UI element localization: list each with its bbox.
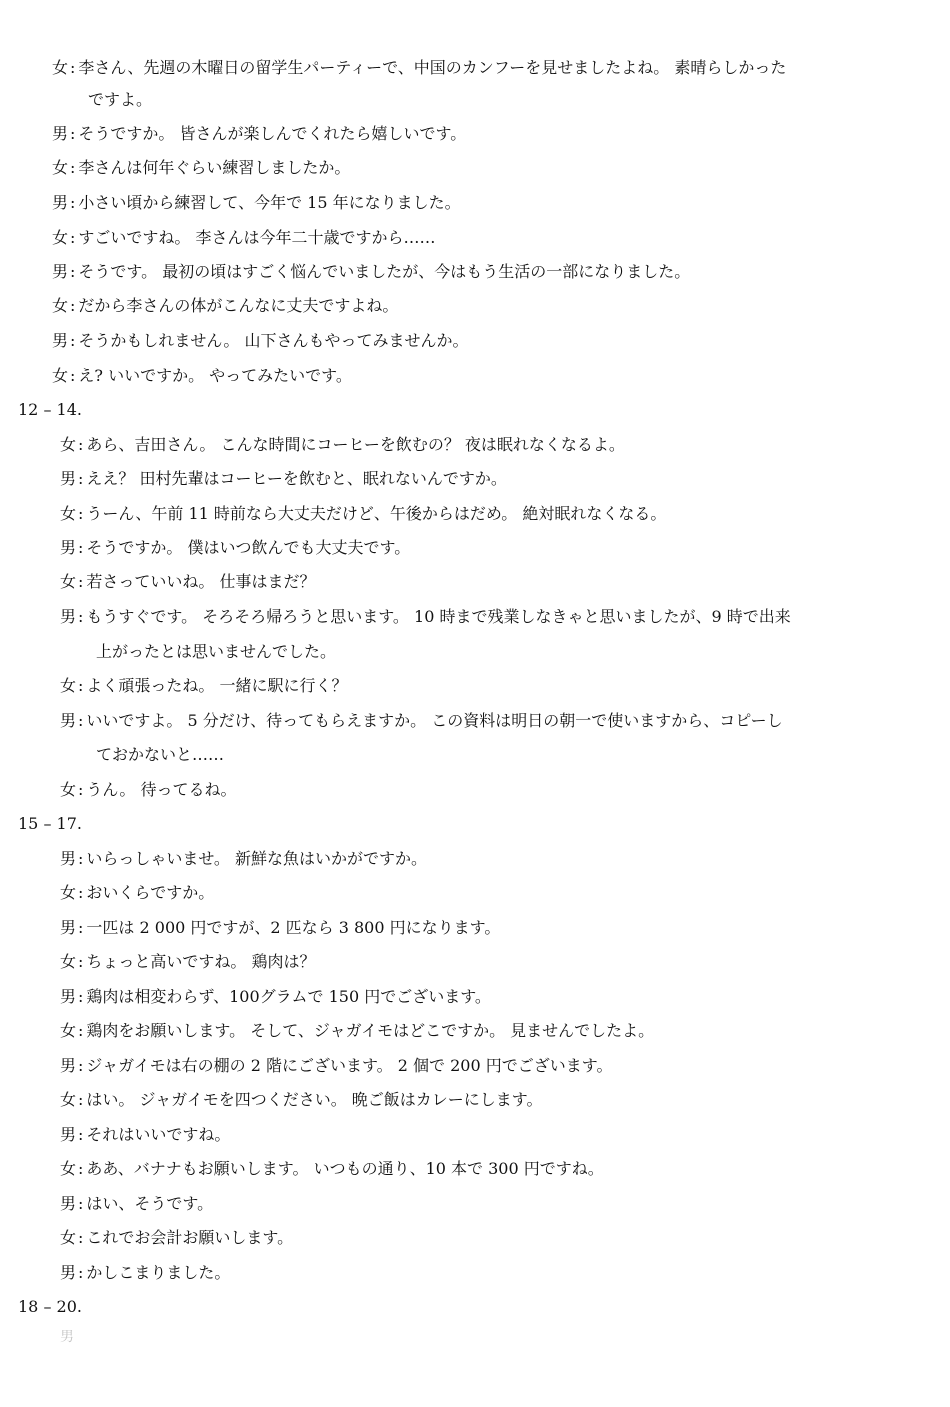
dialogue-continuation [88,90,152,110]
speaker-label: 女 [60,952,77,971]
dialogue-line: 男 : そうかもしれません。 山下さんもやってみませんか。 [52,331,469,350]
dialogue-line: 女 : だから李さんの体がこんなに丈夫ですよね。 [52,296,399,315]
dialogue-line: 男 : いいですよ。 5 分だけ、待ってもらえますか。 この資料は明日の朝一で使いますから、コピーし [60,711,783,730]
dialogue-text: 鶏肉をお願いします。 そして、ジャガイモはどこですか。 見ませんでしたよ。 [86,1021,655,1040]
speaker-label: 女 [52,296,69,315]
speaker-label: 男 [52,193,69,212]
dialogue-text: ですよ。 [88,90,153,109]
speaker-label: 男 [60,469,77,488]
dialogue-text: 小さい頃から練習して、今年で 15 年になりました。 [78,193,461,212]
dialogue-text: そうですか。 僕はいつ飲んでも大丈夫です。 [86,538,411,557]
cut-off-line [60,1330,930,1344]
dialogue-line: 女 : よく頑張ったね。 一緒に駅に行く？ [60,676,348,695]
speaker-label: 女 [60,1021,77,1040]
dialogue-line: 男 : 小さい頃から練習して、今年で 15 年になりました。 [52,193,461,212]
dialogue-text: ちょっと高いですね。 鶏肉は？ [86,952,316,971]
section-heading: 18 – 20. [18,1297,82,1316]
dialogue-continuation [96,642,336,662]
dialogue-line: 女 : 李さん、先週の木曜日の留学生パーティーで、中国のカンフーを見せましたよね。 素晴らしかった [52,58,787,77]
dialogue-line: 女 : 李さんは何年ぐらい練習しましたか。 [52,158,351,177]
dialogue-line: 女 : あら、吉田さん。 こんな時間にコーヒーを飲むの？ 夜は眠れなくなるよ。 [60,435,625,454]
speaker-label: 男 [60,1125,77,1144]
dialogue-text: かしこまりました。 [86,1263,231,1282]
dialogue-text: ておかないと…… [96,745,225,764]
speaker-label: 女 [60,435,77,454]
dialogue-text: それはいいですね。 [86,1125,231,1144]
speaker-label: 男 [60,1330,92,1344]
dialogue-line: 女 : これでお会計お願いします。 [60,1228,294,1247]
dialogue-line: 女 : はい。 ジャガイモを四つください。 晩ご飯はカレーにします。 [60,1090,543,1109]
dialogue-text: そうです。 最初の頃はすごく悩んでいましたが、今はもう生活の一部になりました。 [78,262,691,281]
dialogue-line: 女 : うん。 待ってるね。 [60,780,237,799]
dialogue-text: 鶏肉は相変わらず、100グラムで 150 円でございます。 [86,987,491,1006]
dialogue-text: だから李さんの体がこんなに丈夫ですよね。 [78,296,399,315]
dialogue-line: 男 : それはいいですね。 [60,1125,231,1144]
dialogue-text: もうすぐです。 そろそろ帰ろうと思います。 10 時まで残業しなきゃと思いましたが、9 時で出来 [86,607,791,626]
dialogue-line: 女 : え? いいですか。 やってみたいです。 [52,366,352,385]
dialogue-line: 男 : 一匹は 2 000 円ですが、2 匹なら 3 800 円になります。 [60,918,501,937]
speaker-label: 女 [60,1228,77,1247]
dialogue-line: 男 : そうです。 最初の頃はすごく悩んでいましたが、今はもう生活の一部になりました。 [52,262,691,281]
dialogue-line: 男 : ジャガイモは右の棚の 2 階にございます。 2 個で 200 円でございます。 [60,1056,613,1075]
dialogue-text: え? いいですか。 やってみたいです。 [78,366,352,385]
speaker-label: 男 [60,607,77,626]
dialogue-line: 男 : そうですか。 僕はいつ飲んでも大丈夫です。 [60,538,411,557]
dialogue-text: これでお会計お願いします。 [86,1228,294,1247]
dialogue-line: 女 : 鶏肉をお願いします。 そして、ジャガイモはどこですか。 見ませんでしたよ。 [60,1021,655,1040]
dialogue-line: 女 : ああ、バナナもお願いします。 いつもの通り、10 本で 300 円ですね。 [60,1159,604,1178]
dialogue-line: 女 : ちょっと高いですね。 鶏肉は？ [60,952,316,971]
dialogue-text: そうかもしれません。 山下さんもやってみませんか。 [78,331,469,350]
dialogue-text: あら、吉田さん。 こんな時間にコーヒーを飲むの？ 夜は眠れなくなるよ。 [86,435,625,454]
speaker-label: 女 [60,676,77,695]
dialogue-line: 女 : おいくらですか。 [60,883,215,902]
speaker-label: 女 [60,504,77,523]
speaker-label: 男 [60,987,77,1006]
speaker-label: 女 [60,883,77,902]
speaker-label: 男 [60,849,77,868]
dialogue-text: 李さんは何年ぐらい練習しましたか。 [78,158,351,177]
speaker-label: 男 [60,711,77,730]
dialogue-text: おいくらですか。 [86,883,215,902]
speaker-label: 女 [52,228,69,247]
dialogue-text: ああ、バナナもお願いします。 いつもの通り、10 本で 300 円ですね。 [86,1159,604,1178]
dialogue-line: 男 : はい、そうです。 [60,1194,214,1213]
dialogue-line: 男 : もうすぐです。 そろそろ帰ろうと思います。 10 時まで残業しなきゃと思いましたが、9 時で出来 [60,607,791,626]
dialogue-text: そうですか。 皆さんが楽しんでくれたら嬉しいです。 [78,124,467,143]
speaker-label: 男 [60,1194,77,1213]
dialogue-text: はい、そうです。 [86,1194,214,1213]
speaker-label: 女 [60,572,77,591]
dialogue-line: 男 : いらっしゃいませ。 新鮮な魚はいかがですか。 [60,849,428,868]
dialogue-line: 男 : かしこまりました。 [60,1263,231,1282]
speaker-label: 女 [52,366,69,385]
speaker-label: 男 [52,262,69,281]
dialogue-text: いいですよ。 5 分だけ、待ってもらえますか。 この資料は明日の朝一で使いますから、コピーし [86,711,783,730]
dialogue-text: 李さん、先週の木曜日の留学生パーティーで、中国のカンフーを見せましたよね。 素晴らしかった [78,58,787,77]
speaker-label: 男 [52,124,69,143]
dialogue-line: 女 : すごいですね。 李さんは今年二十歳ですから…… [52,228,436,247]
dialogue-text: 一匹は 2 000 円ですが、2 匹なら 3 800 円になります。 [86,918,501,937]
dialogue-text: よく頑張ったね。 一緒に駅に行く？ [86,676,348,695]
dialogue-text: いらっしゃいませ。 新鮮な魚はいかがですか。 [86,849,428,868]
dialogue-line: 男 : ええ？ 田村先輩はコーヒーを飲むと、眠れないんですか。 [60,469,507,488]
dialogue-line: 男 : 鶏肉は相変わらず、100グラムで 150 円でございます。 [60,987,491,1006]
dialogue-text: うーん、午前 11 時前なら大丈夫だけど、午後からはだめ。 絶対眠れなくなる。 [86,504,667,523]
speaker-label: 女 [52,158,69,177]
dialogue-text: うん。 待ってるね。 [86,780,237,799]
speaker-label: 男 [60,1263,77,1282]
speaker-label: 女 [60,1159,77,1178]
dialogue-text: はい。 ジャガイモを四つください。 晩ご飯はカレーにします。 [86,1090,543,1109]
section-heading: 12 – 14. [18,400,82,419]
dialogue-text: すごいですね。 李さんは今年二十歳ですから…… [78,228,436,247]
speaker-label: 男 [60,538,77,557]
section-heading: 15 – 17. [18,814,82,833]
dialogue-line: 女 : うーん、午前 11 時前なら大丈夫だけど、午後からはだめ。 絶対眠れなくなる。 [60,504,667,523]
speaker-label: 女 [60,780,77,799]
dialogue-continuation [96,745,224,765]
dialogue-text: 若さっていいね。 仕事はまだ？ [86,572,316,591]
speaker-label: 女 [60,1090,77,1109]
speaker-label: 男 [60,918,77,937]
dialogue-text: ええ？ 田村先輩はコーヒーを飲むと、眠れないんですか。 [86,469,507,488]
dialogue-line: 女 : 若さっていいね。 仕事はまだ？ [60,572,316,591]
dialogue-text: ジャガイモは右の棚の 2 階にございます。 2 個で 200 円でございます。 [86,1056,613,1075]
dialogue-text: 上がったとは思いませんでした。 [96,642,337,661]
dialogue-line: 男 : そうですか。 皆さんが楽しんでくれたら嬉しいです。 [52,124,467,143]
speaker-label: 女 [52,58,69,77]
speaker-label: 男 [60,1056,77,1075]
speaker-label: 男 [52,331,69,350]
